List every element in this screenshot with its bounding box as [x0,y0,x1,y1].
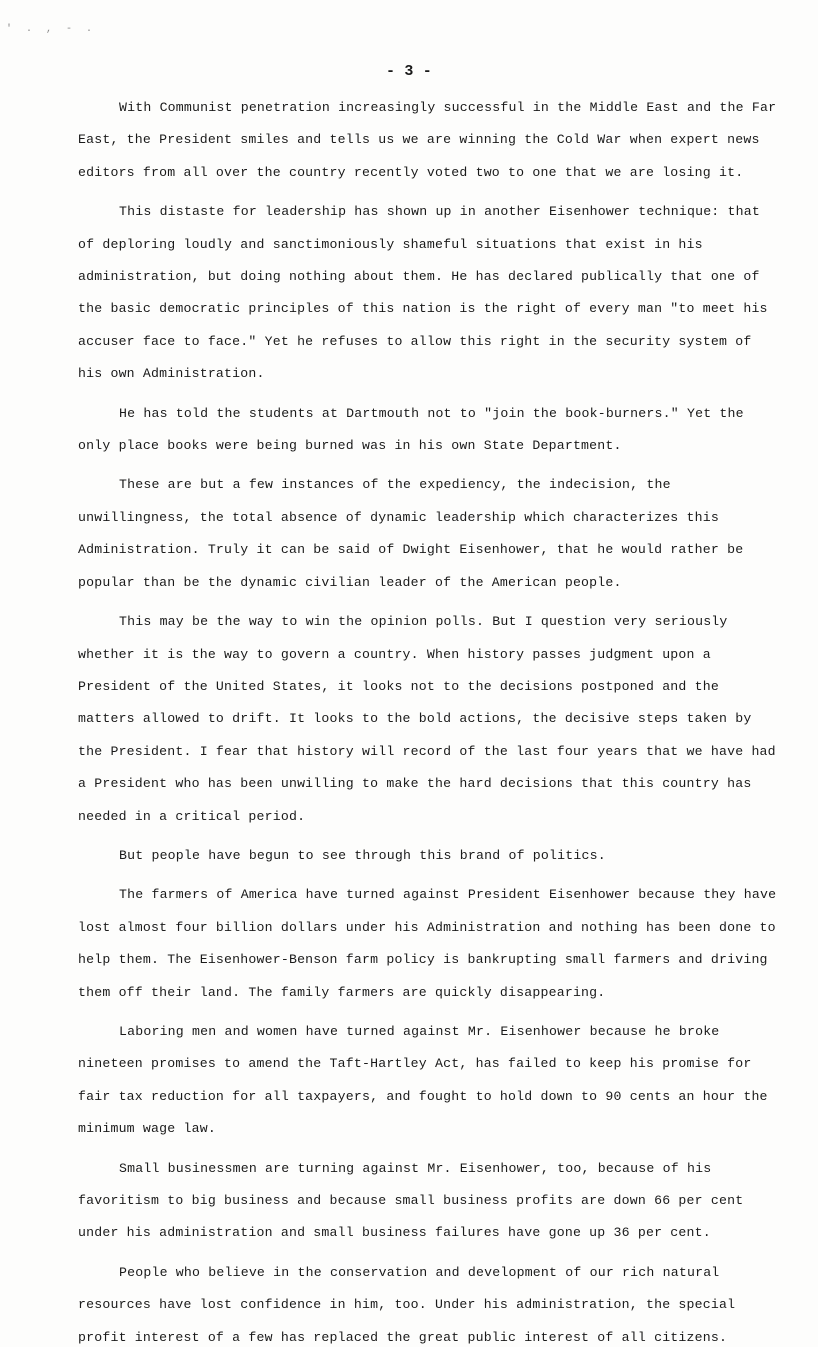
page-number: - 3 - [385,63,432,80]
paragraph-communist-penetration: With Communist penetration increasingly successful in the Middle East and the Far East, the President smiles and tells us we are winning the Cold War when expert news editors from all over the country recently voted two to one that we are losing it. [78,100,777,180]
paragraph-laboring-men: Laboring men and women have turned against Mr. Eisenhower because he broke nineteen promises to amend the Taft-Hartley Act, has failed to keep his promise for fair tax reduction for all taxpayers, and fought to hold down to 90 cents an hour the minimum wage law. [78,1023,768,1137]
paragraph-opinion-polls: This may be the way to win the opinion polls. But I question very seriously whether it is the way to govern a country. When history passes judgment upon a President of the United States, it looks not to the decisions postponed and the matters allowed to drift. It looks to the bold actions, the decisive steps taken by the President. I fear that history will record of the last four years that we have had a President who has been unwilling to make the hard decisions that this country has needed in a critical period. [78,614,776,824]
paragraph-conservation: People who believe in the conservation and development of our rich natural resources have lost confidence in him, too. Under his administration, the special profit interest of a few has replaced the great public interest of all citizens. [78,1264,736,1345]
body-text [78,92,783,1361]
paragraph-small-businessmen: Small businessmen are turning against Mr. Eisenhower, too, because of his favoritism to big business and because small business profits are down 66 per cent under his administration and small business failures have gone up 36 per cent. [78,1160,744,1241]
scan-marks: ' . , - . [6,24,97,35]
paragraph-expediency: These are but a few instances of the expediency, the indecision, the unwillingness, the total absence of dynamic leadership which characterizes this Administration. Truly it can be said of Dwight Eisenhower, that he would rather be popular than be the dynamic civilian leader of the American people. [78,477,744,590]
paragraph-farmers: The farmers of America have turned against President Eisenhower because they have lost almost four billion dollars under his Administration and nothing has been done to help them. The Eisenhower-Benson farm policy is bankrupting small farmers and driving them off their land. The family farmers are quickly disappearing. [78,887,777,1000]
paragraph-distaste-for-leadership: This distaste for leadership has shown up in another Eisenhower technique: that of deploring loudly and sanctimoniously shameful situations that exist in his administration, but doing nothing about them. He has declared publically that one of the basic democratic principles of this nation is the right of every man "to meet his accuser face to face." Yet he refuses to allow this right in the security system of his own Administration. [78,204,768,382]
paragraph-book-burners: He has told the students at Dartmouth not to "join the book-burners." Yet the only place books were being burned was in his own State Department. [78,405,744,454]
paragraph-people-begun: But people have begun to see through this brand of politics. [119,847,606,863]
